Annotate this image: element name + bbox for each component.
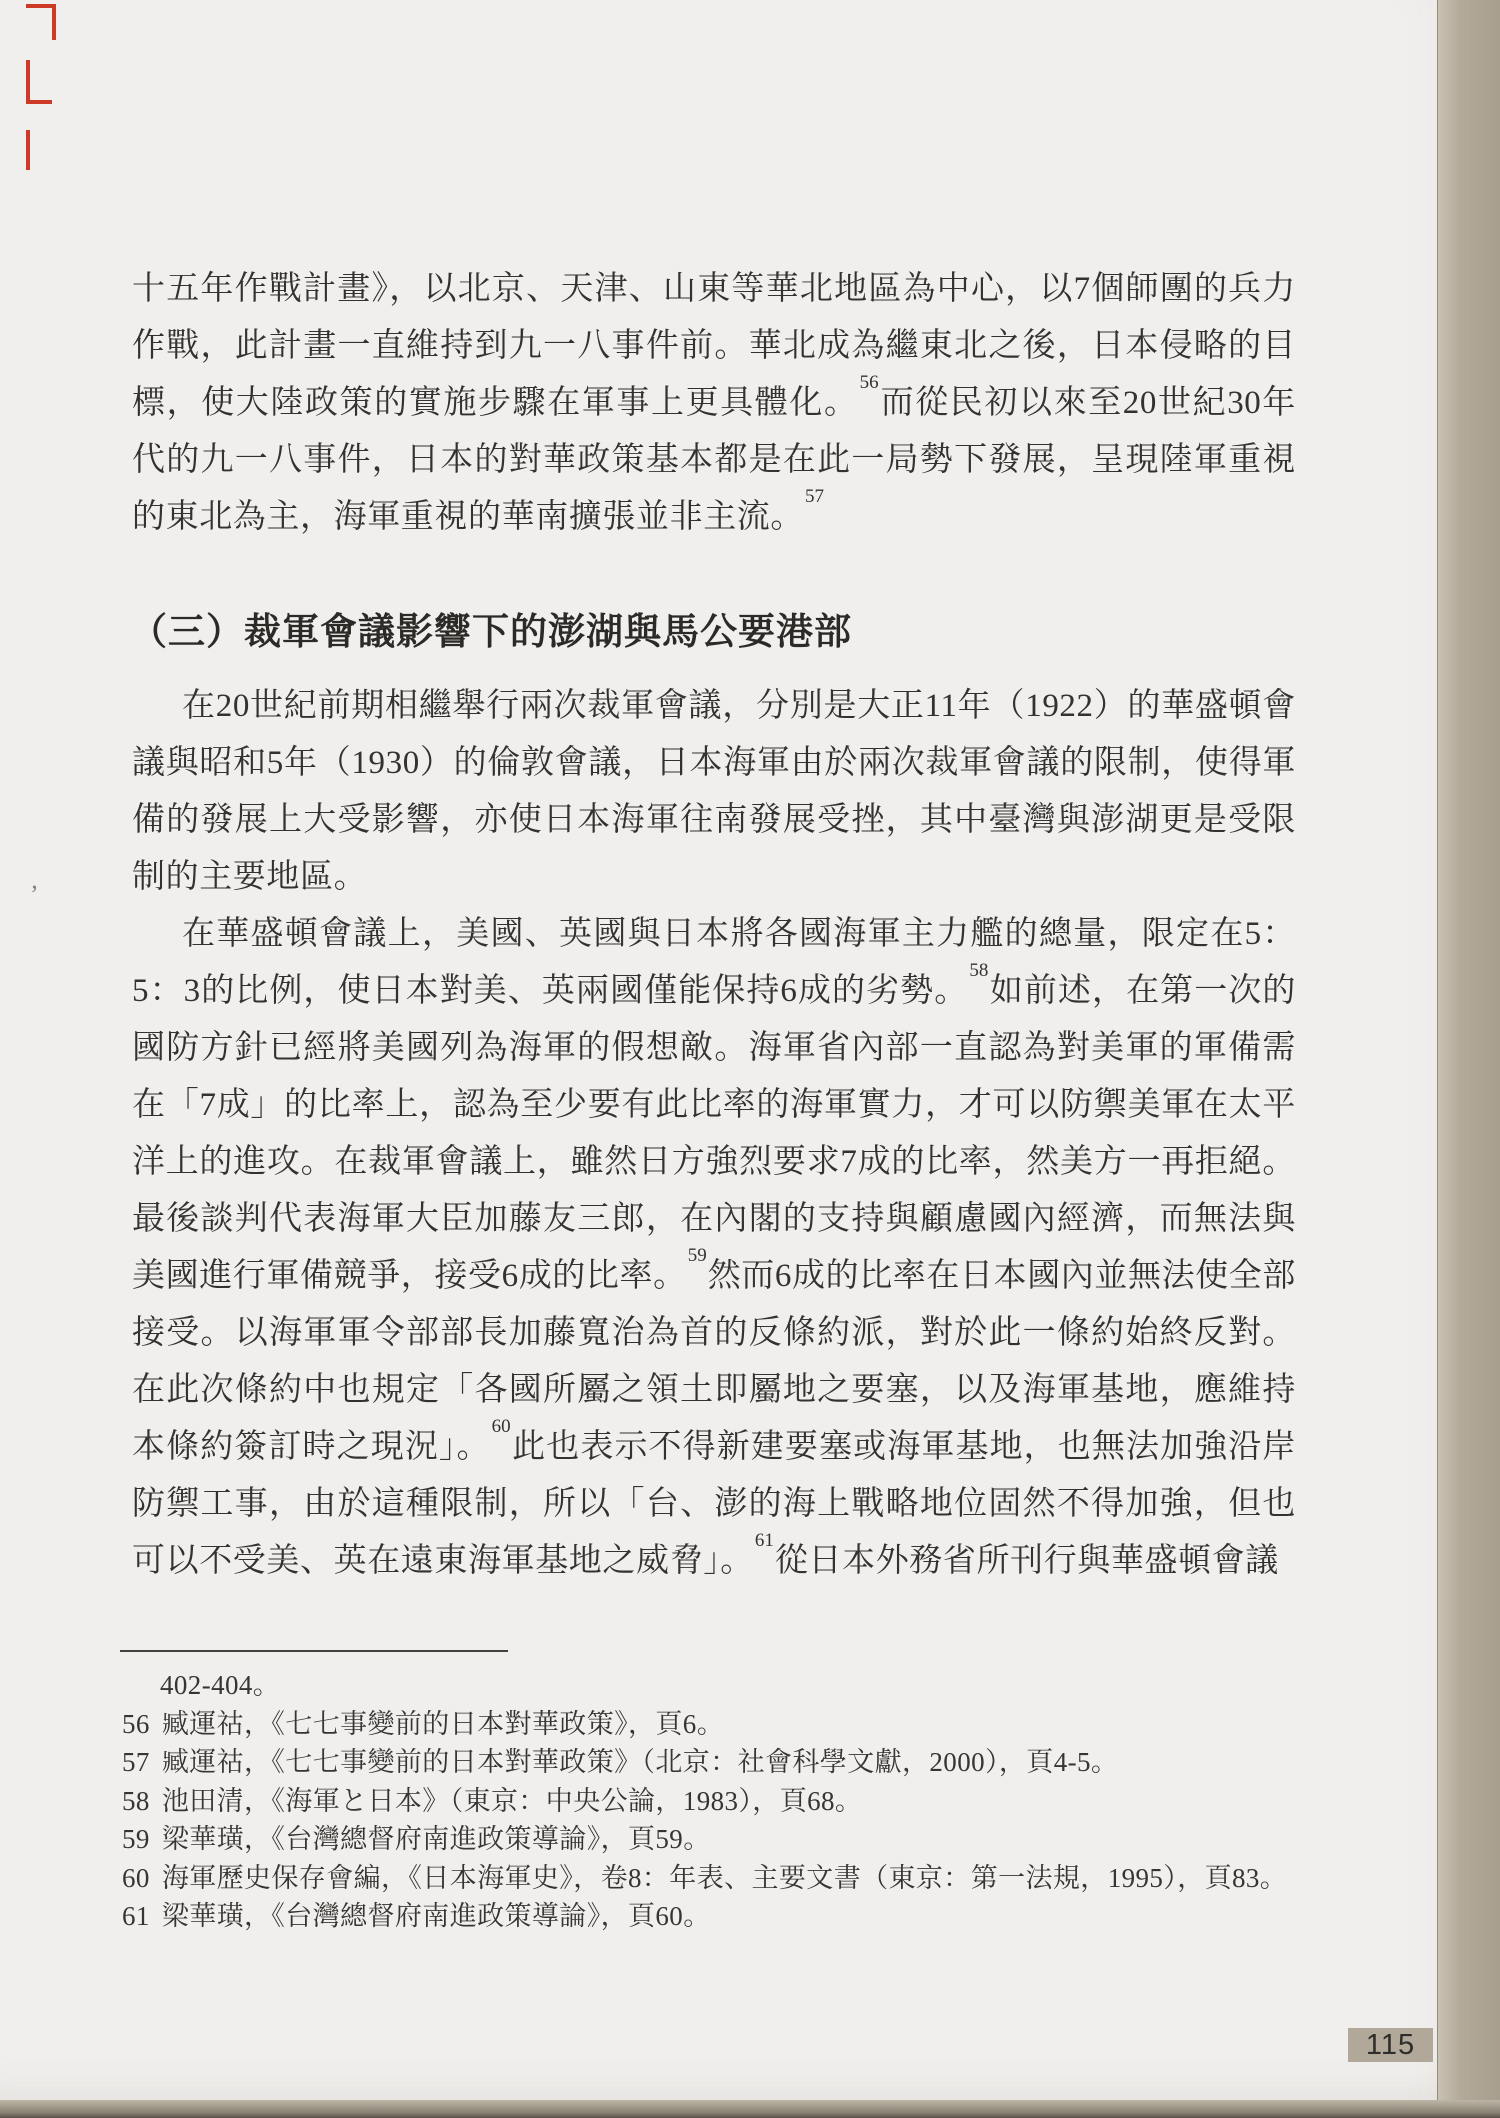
footnote-57: [122, 1743, 1292, 1782]
paragraph-text: 如前述，在第一次的國防方針已經將美國列為海軍的假想敵。海軍省內部一直認為對美軍的軍備需在「7成」的比率上，認為至少要有此比率的海軍實力，才可以防禦美軍在太平洋上的進攻。在裁軍會議上，雖然日方強烈要求7成的比率，然美方一再拒絕。最後談判代表海軍大臣加藤友三郎，在內閣的支持與顧慮國內經濟，而無法與美國進行軍備競爭，接受6成的比率。: [132, 973, 1296, 1294]
footnote-56: [122, 1705, 1292, 1744]
footnote-ref-61: 61: [754, 1530, 774, 1551]
footnote-text: 梁華璜，《台灣總督府南進政策導論》，頁59。: [161, 1824, 711, 1854]
paragraph-3: [132, 906, 1296, 1590]
scan-edge-right: [1437, 0, 1500, 2118]
footnote-number: 59: [122, 1824, 150, 1854]
footnotes: [122, 1666, 1292, 1936]
footnote-60: [122, 1859, 1292, 1898]
footnote-number: 58: [122, 1785, 150, 1816]
footnote-ref-57: 57: [805, 486, 824, 507]
footnote-text: 臧運祜，《七七事變前的日本對華政策》，頁6。: [161, 1708, 725, 1739]
footnote-ref-56: 56: [859, 372, 879, 393]
paragraph-text: 從日本外務省所刊行與華盛頓會議: [774, 1543, 1279, 1579]
paragraph-text: 而從民初以來至20世紀30年代的九一八事件，日本的對華政策基本都是在此一局勢下發展，呈現陸軍重視的東北為主，海軍重視的華南擴張並非主流。: [132, 385, 1296, 535]
footnote-61: [122, 1897, 1292, 1936]
page-number-badge: 115: [1348, 2028, 1433, 2062]
footnote-text: 梁華璜，《台灣總督府南進政策導論》，頁60。: [161, 1901, 711, 1931]
scan-edge-bottom: [0, 2100, 1500, 2118]
paragraph-2: 在20世紀前期相繼舉行兩次裁軍會議，分別是大正11年（1922）的華盛頓會議與昭和5年（1930）的倫敦會議，日本海軍由於兩次裁軍會議的限制，使得軍備的發展上大受影響，亦使日本海軍往南發展受挫，其中臺灣與澎湖更是受限制的主要地區。: [132, 688, 1296, 895]
footnote-text: 臧運祜，《七七事變前的日本對華政策》（北京：社會科學文獻，2000），頁4-5。: [161, 1747, 1119, 1777]
red-scan-mark: [26, 4, 56, 40]
footnote-divider: [120, 1650, 508, 1652]
section-heading: （三）裁軍會議影響下的澎湖與馬公要港部: [130, 612, 852, 653]
footnote-58: [122, 1782, 1292, 1821]
paragraph-text: 在華盛頓會議上，美國、英國與日本將各國海軍主力艦的總量，限定在5：5：3的比例，使日本對美、英兩國僅能保持6成的劣勢。: [132, 916, 1296, 1009]
paragraph-1: [132, 261, 1296, 546]
footnote-number: 56: [122, 1708, 150, 1739]
footnote-continuation: 402-404。: [160, 1670, 281, 1700]
red-scan-mark: [26, 60, 52, 104]
footnote-ref-58: 58: [969, 960, 989, 981]
paragraph-text: 此也表示不得新建要塞或海軍基地，也無法加強沿岸防禦工事，由於這種限制，所以「台、澎的海上戰略地位固然不得加強，但也可以不受美、英在遠東海軍基地之威脅」。: [132, 1429, 1296, 1579]
paragraph-text: 然而6成的比率在日本國內並無法使全部接受。以海軍軍令部部長加藤寬治為首的反條約派，對於此一條約始終反對。在此次條約中也規定「各國所屬之領土即屬地之要塞，以及海軍基地，應維持本條約簽訂時之現況」。: [132, 1258, 1297, 1465]
footnote-ref-60: 60: [491, 1416, 511, 1437]
stray-scan-speck: ’: [30, 880, 39, 909]
footnote-text: 池田清，《海軍と日本》（東京：中央公論，1983），頁68。: [161, 1785, 863, 1816]
footnote-number: 60: [122, 1862, 150, 1893]
footnote-text: 海軍歷史保存會編，《日本海軍史》，卷8：年表、主要文書（東京：第一法規，1995），頁83。: [161, 1862, 1288, 1893]
footnote-number: 57: [122, 1747, 150, 1777]
paragraph-text: 十五年作戰計畫》，以北京、天津、山東等華北地區為中心，以7個師團的兵力作戰，此計畫一直維持到九一八事件前。華北成為繼東北之後，日本侵略的目標，使大陸政策的實施步驟在軍事上更具體化。: [132, 271, 1296, 421]
red-scan-mark: [26, 130, 30, 170]
footnote-number: 61: [122, 1901, 150, 1931]
footnote-ref-59: 59: [687, 1245, 707, 1266]
footnote-59: [122, 1820, 1292, 1859]
